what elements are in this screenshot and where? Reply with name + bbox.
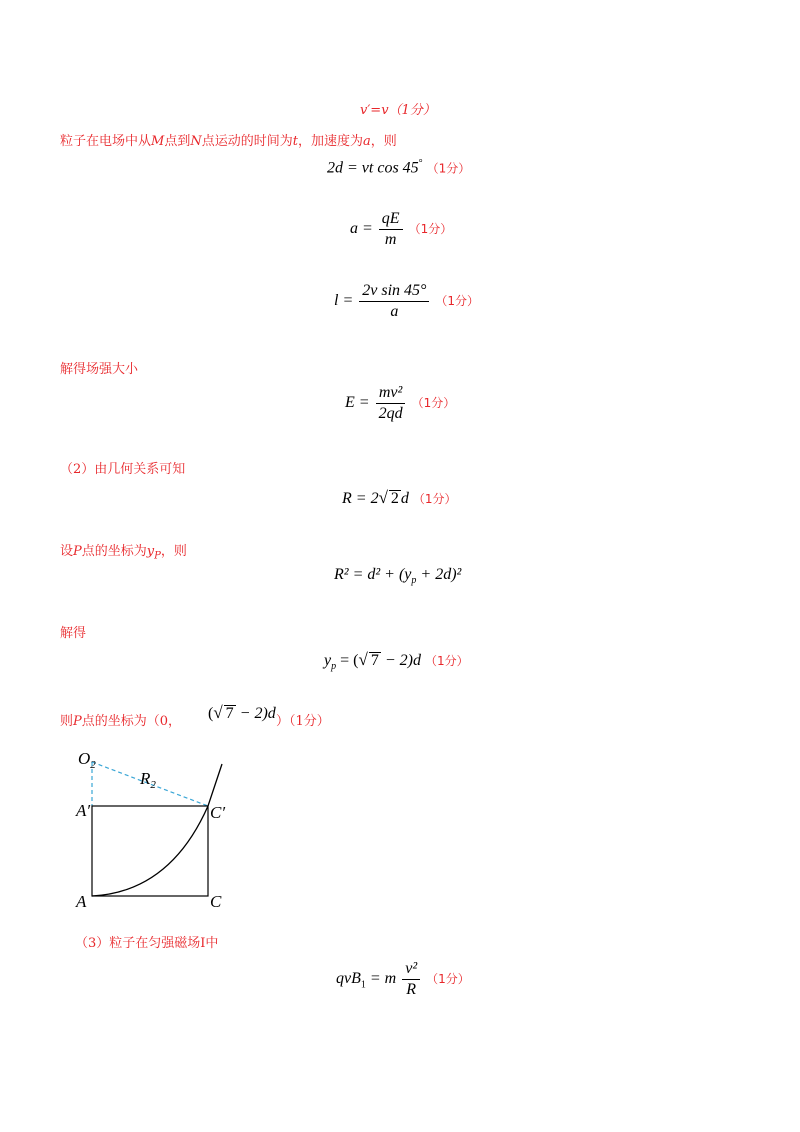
label-o2: $O_2$: [78, 749, 96, 771]
label-a: A: [76, 892, 87, 911]
equation-displacement: 2d = vt cos 45° （1分）: [327, 158, 471, 177]
solve-text: 解得: [60, 626, 87, 641]
set-coordinate-text: 设P点的坐标为$y_P$，则: [60, 544, 187, 562]
label-r2: $R_2$: [140, 769, 156, 791]
velocity-equal-line: v′=v（1分）: [360, 103, 436, 118]
equation-yp: $y_p$ = (√ 7 − 2)d （1分）: [324, 650, 469, 673]
fraction: $\frac{\text{v²}}{R}$: [402, 960, 420, 999]
p-coordinate-tail: ）（1分）: [276, 714, 330, 729]
solve-field-text: 解得场强大小: [60, 362, 139, 377]
p-coordinate-value: (√ 7 − 2)d: [208, 703, 276, 722]
label-c: C: [210, 892, 222, 911]
label-a-prime: A′: [76, 801, 91, 820]
equation-radius: R = 2√ 2 d （1分）: [342, 488, 457, 507]
geometry-relation-text: （2）由几何关系可知: [60, 462, 186, 477]
motion-description-line: 粒子在电场中从M点到N点运动的时间为t，加速度为a，则: [60, 134, 397, 149]
equation-pythagoras: $R^2 = d^2 + (y_p + 2d)^2$: [334, 566, 462, 587]
fraction: $\frac{\text{mv²}}{2qd}$: [376, 384, 406, 423]
magnetic-field-text: （3）粒子在匀强磁场Ⅰ中: [75, 936, 219, 951]
p-coordinate-line: 则P点的坐标为（0，: [60, 714, 182, 729]
fraction: $\frac{\text{2v sin 45°}}{a}$: [359, 282, 429, 321]
equation-length: l = $\frac{\text{2v sin 45°}}{a}$ （1分）: [334, 282, 480, 320]
equation-acceleration: a = $\frac{qE}{m}$ （1分）: [350, 210, 453, 248]
trajectory-curve: [92, 764, 222, 896]
equation-lorentz: qvB$_1$ = m $\frac{\text{v²}}{R}$ （1分）: [336, 960, 470, 998]
label-c-prime: C′: [210, 803, 226, 822]
rectangle: [92, 806, 208, 896]
geometry-diagram: [70, 742, 240, 914]
equation-field-strength: E = $\frac{\text{mv²}}{2qd}$ （1分）: [345, 384, 456, 422]
fraction: $\frac{qE}{m}$: [379, 210, 403, 249]
